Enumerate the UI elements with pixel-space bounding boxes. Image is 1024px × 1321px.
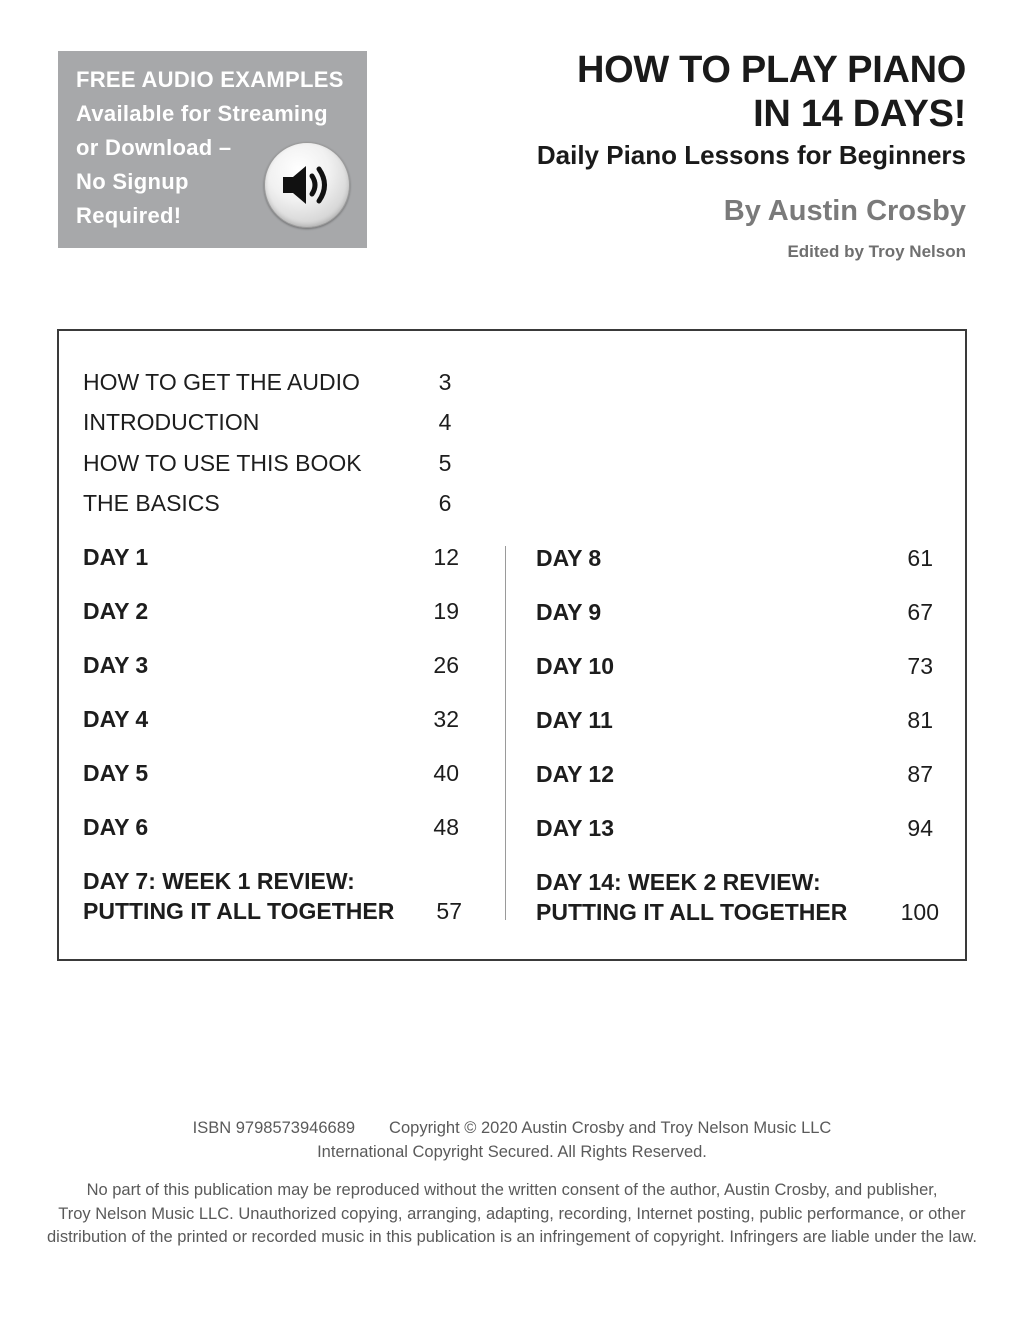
copyright-line bbox=[0, 1117, 1024, 1141]
toc-review-page: 57 bbox=[436, 898, 462, 924]
toc-day-page: 87 bbox=[907, 761, 933, 787]
rights-text: International Copyright Secured. All Rights Reserved. bbox=[317, 1142, 707, 1161]
legal-notice-line: Troy Nelson Music LLC. Unauthorized copying, arranging, adapting, recording, Internet posting, public performance, or other bbox=[58, 1204, 966, 1223]
speaker-volume-icon bbox=[264, 142, 350, 228]
toc-review-page: 100 bbox=[900, 899, 939, 925]
toc-front-item-label: INTRODUCTION bbox=[83, 409, 260, 435]
audio-promo-box bbox=[58, 51, 367, 248]
toc-day-page: 48 bbox=[433, 814, 459, 840]
toc-review-label: DAY 7: WEEK 1 REVIEW: bbox=[83, 868, 355, 894]
toc-day-label: DAY 1 bbox=[83, 544, 149, 570]
toc-day-page: 67 bbox=[907, 599, 933, 625]
copyright-footer bbox=[0, 1117, 1024, 1164]
toc-day-label: DAY 6 bbox=[83, 814, 149, 840]
toc-day-label: DAY 13 bbox=[536, 815, 615, 841]
toc-day-label: DAY 10 bbox=[536, 653, 615, 679]
audio-promo-line: or Download – bbox=[76, 135, 232, 160]
toc-review-label: DAY 14: WEEK 2 REVIEW: bbox=[536, 869, 821, 895]
book-title: IN 14 DAYS! bbox=[753, 93, 966, 135]
toc-front-item-label: HOW TO USE THIS BOOK bbox=[83, 450, 362, 476]
audio-promo-line: Available for Streaming bbox=[76, 101, 328, 126]
toc-day-page: 40 bbox=[433, 760, 459, 786]
toc-front-item-page: 3 bbox=[438, 369, 452, 395]
column-divider bbox=[505, 546, 506, 920]
toc-front-item-label: THE BASICS bbox=[83, 490, 220, 516]
book-editor: Edited by Troy Nelson bbox=[787, 242, 966, 261]
toc-front-item-page: 6 bbox=[438, 490, 452, 516]
toc-front-item-label: HOW TO GET THE AUDIO bbox=[83, 369, 360, 395]
audio-promo-line: Required! bbox=[76, 203, 182, 228]
book-title-block bbox=[537, 48, 966, 262]
book-author: By Austin Crosby bbox=[723, 195, 966, 227]
toc-day-label: DAY 9 bbox=[536, 599, 602, 625]
toc-day-label: DAY 12 bbox=[536, 761, 615, 787]
legal-notice bbox=[0, 1179, 1024, 1250]
toc-review-label: PUTTING IT ALL TOGETHER bbox=[536, 899, 848, 925]
toc-day-page: 81 bbox=[907, 707, 933, 733]
toc-day-label: DAY 3 bbox=[83, 652, 149, 678]
book-subtitle: Daily Piano Lessons for Beginners bbox=[536, 140, 966, 170]
toc-day-label: DAY 5 bbox=[83, 760, 149, 786]
toc-review-label: PUTTING IT ALL TOGETHER bbox=[83, 898, 395, 924]
toc-day-label: DAY 2 bbox=[83, 598, 149, 624]
toc-day-label: DAY 11 bbox=[536, 707, 613, 733]
toc-day-label: DAY 8 bbox=[536, 545, 602, 571]
audio-promo-line: FREE AUDIO EXAMPLES bbox=[76, 67, 344, 92]
toc-day-page: 19 bbox=[433, 598, 459, 624]
legal-notice-line: No part of this publication may be reproduced without the written consent of the author, Austin Crosby, and publisher, bbox=[86, 1181, 938, 1199]
toc-day-label: DAY 4 bbox=[83, 706, 149, 732]
toc-front-item-page: 5 bbox=[438, 450, 452, 476]
toc-day-page: 73 bbox=[907, 653, 933, 679]
legal-notice-line: distribution of the printed or recorded music in this publication is an infringement of copyright. Infringers are liable under the law. bbox=[46, 1228, 977, 1246]
toc-day-page: 32 bbox=[433, 706, 459, 732]
book-title: HOW TO PLAY PIANO bbox=[576, 49, 966, 91]
copyright-text: Copyright © 2020 Austin Crosby and Troy Nelson Music LLC bbox=[389, 1119, 832, 1137]
table-of-contents bbox=[57, 329, 967, 961]
toc-front-item-page: 4 bbox=[438, 409, 452, 435]
toc-day-page: 94 bbox=[907, 815, 933, 841]
toc-day-page: 61 bbox=[907, 545, 933, 571]
toc-day-page: 12 bbox=[433, 544, 459, 570]
isbn-text: ISBN 9798573946689 bbox=[192, 1119, 356, 1137]
audio-promo-line: No Signup bbox=[76, 169, 189, 194]
toc-day-page: 26 bbox=[433, 652, 459, 678]
